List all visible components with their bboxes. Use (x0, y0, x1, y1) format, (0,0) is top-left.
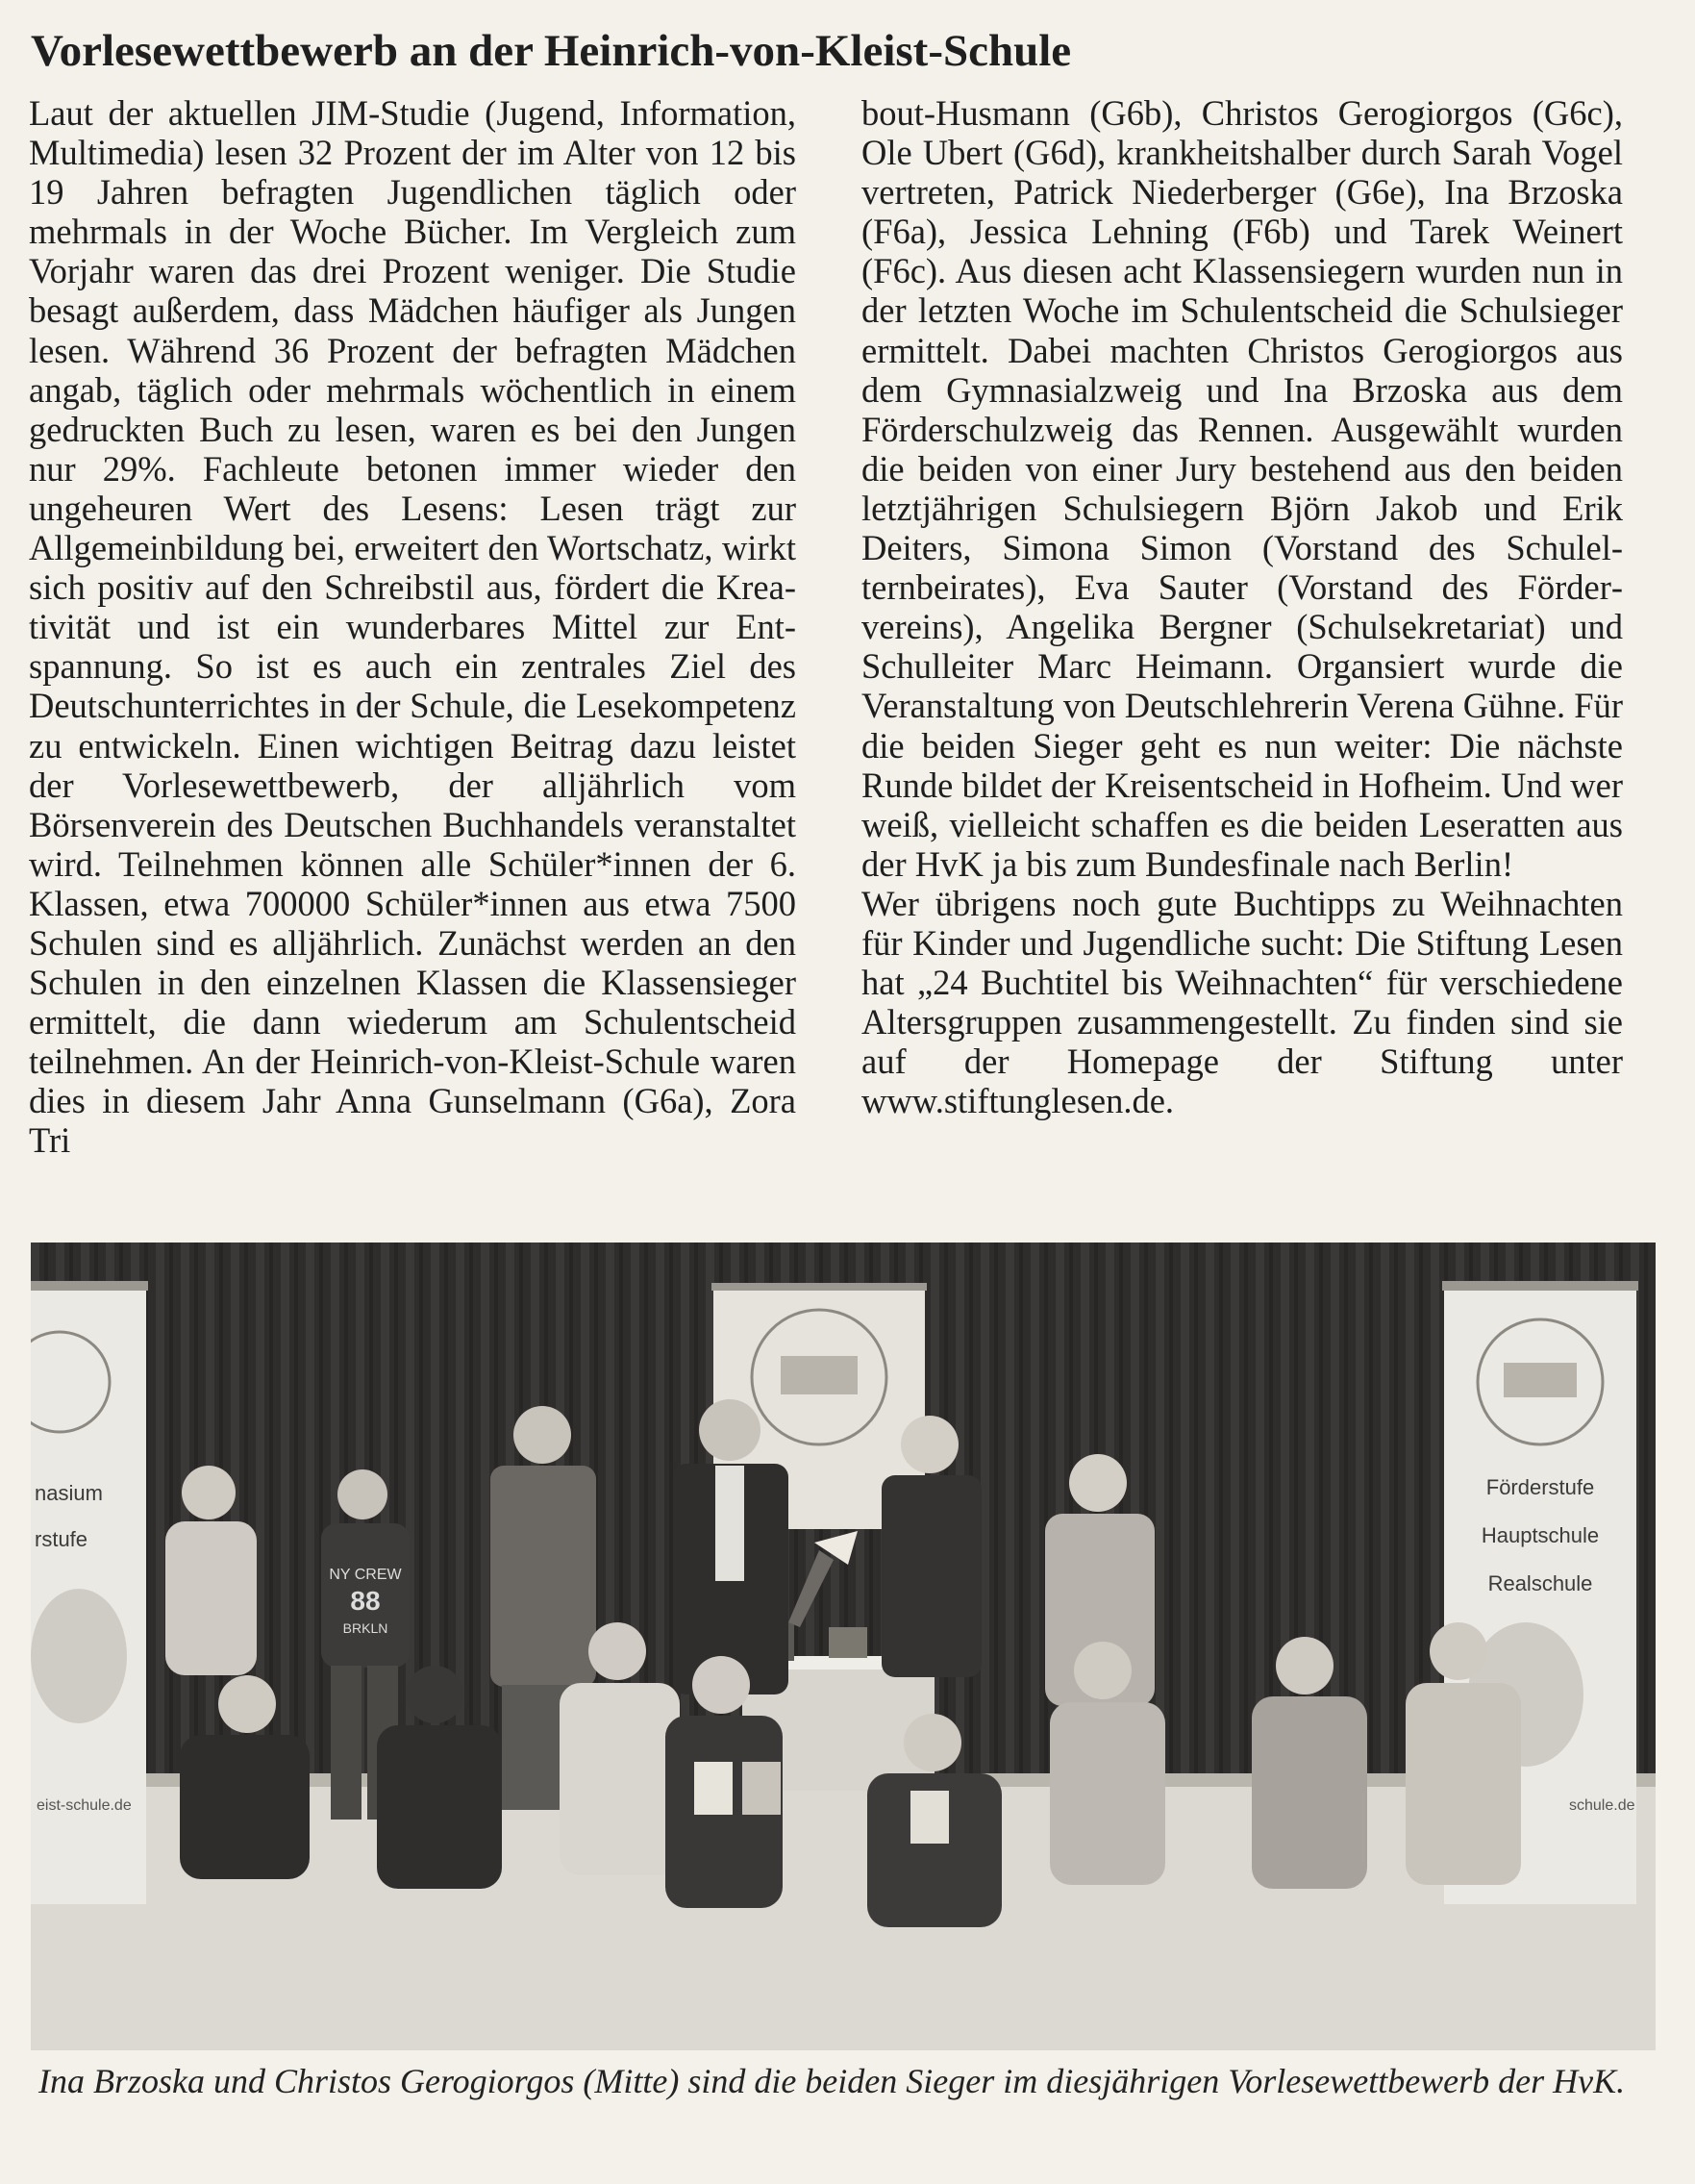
banner-right-line: Hauptschule (1481, 1523, 1600, 1547)
banner-right-line: Förderstufe (1485, 1475, 1595, 1499)
shirt-text: 88 (350, 1586, 381, 1616)
article-headline: Vorlesewettbewerb an der Heinrich-von-Kleist-Schule (31, 26, 1072, 76)
banner-left (31, 1281, 148, 1904)
banner-left-line: rstufe (35, 1527, 88, 1551)
banner-left-url: eist-schule.de (37, 1797, 132, 1814)
shirt-text: NY CREW (329, 1567, 402, 1583)
article-paragraph: Laut der aktuellen JIM-Studie (Jugend, Information, Multimedia) lesen 32 Prozent der im Alter von 12 bis 19 Jahren befragten Jugendlichen täglich oder mehrmals in der Woche Bücher. Im Vergleich zum Vorjahr waren das drei Prozent weniger. Die Studie besagt außerdem, dass Mädchen häufiger als Jungen lesen. Während 36 Prozent der befragten Mädchen angab, täglich oder mehrmals wöchentlich in einem gedruckten Buch zu lesen, waren es bei den Jungen nur 29%. Fachleute betonen immer wieder den ungeheuren Wert des Lesens: Lesen trägt zur Allgemeinbildung bei, erweitert den Wortschatz, wirkt sich positiv auf den Schreibstil aus, fördert die Kreativität und ist ein wunderbares Mittel zur Entspannung. So ist es auch ein zentrales Ziel des Deutschunterrichtes in der Schule, die Lesekompetenz zu entwickeln. Einen wichtigen Beitrag dazu leistet der Vorlesewettbewerb, der alljährlich vom Börsenverein des Deutschen Buchhandels veranstaltet wird. Teilnehmen können alle Schüler*innen der 6. Klassen, etwa 700000 Schüler*innen aus etwa 7500 Schulen sind es alljährlich. Zunächst werden an den Schulen in den einzelnen Klassen die Klassensieger ermittelt, die dann wiederum am Schulentscheid teilnehmen. An der Heinrich-von-Kleist-Schule waren dies in diesem Jahr Anna Gunselmann (G6a), Zora Tri (29, 93, 796, 1161)
banner-right-line: Realschule (1487, 1571, 1593, 1595)
article-column-left (29, 93, 796, 1161)
article-column-right (861, 93, 1623, 1120)
article-paragraph: bout-Husmann (G6b), Christos Gerogiorgos (G6c), Ole Ubert (G6d), krankheitshalber durch Sarah Vogel vertreten, Patrick Niederberger (G6e), Ina Brzoska (F6a), Jessica Lehning (F6b) und Tarek Weinert (F6c). Aus diesen acht Klassensiegern wurden nun in der letzten Woche im Schulentscheid die Schulsieger ermittelt. Dabei machten Christos Gerogiorgos aus dem Gymnasialzweig und Ina Brzoska aus dem Förderschulzweig das Rennen. Ausgewählt wurden die beiden von einer Jury bestehend aus den beiden letztjährigen Schulsiegern Björn Jakob und Erik Deiters, Simona Simon (Vorstand des Schulelternbeirates), Eva Sauter (Vorstand des Fördervereins), Angelika Bergner (Schulsekretariat) und Schulleiter Marc Heimann. Organsiert wurde die Veranstaltung von Deutschlehrerin Verena Gühne. Für die beiden Sieger geht es nun weiter: Die nächste Runde bildet der Kreisentscheid in Hofheim. Und wer weiß, vielleicht schaffen es die beiden Leseratten aus der HvK ja bis zum Bundesfinale nach Berlin! (861, 93, 1623, 884)
shirt-text: BRKLN (342, 1620, 388, 1636)
article-paragraph: Wer übrigens noch gute Buchtipps zu Weihnachten für Kinder und Jugendliche sucht: Die Stiftung Lesen hat „24 Buchtitel bis Weihnachten“ für verschiedene Altersgruppen zusammengestellt. Zu finden sind sie auf der Homepage der Stiftung unter www.stiftunglesen.de. (861, 883, 1623, 1121)
banner-left-line: nasium (35, 1481, 103, 1505)
photo-caption: Ina Brzoska und Christos Gerogiorgos (Mitte) sind die beiden Sieger im diesjährigen Vorlesewettbewerb der HvK. (38, 2062, 1626, 2100)
banner-right-url: schule.de (1569, 1797, 1635, 1814)
group-photo (31, 1243, 1656, 2050)
